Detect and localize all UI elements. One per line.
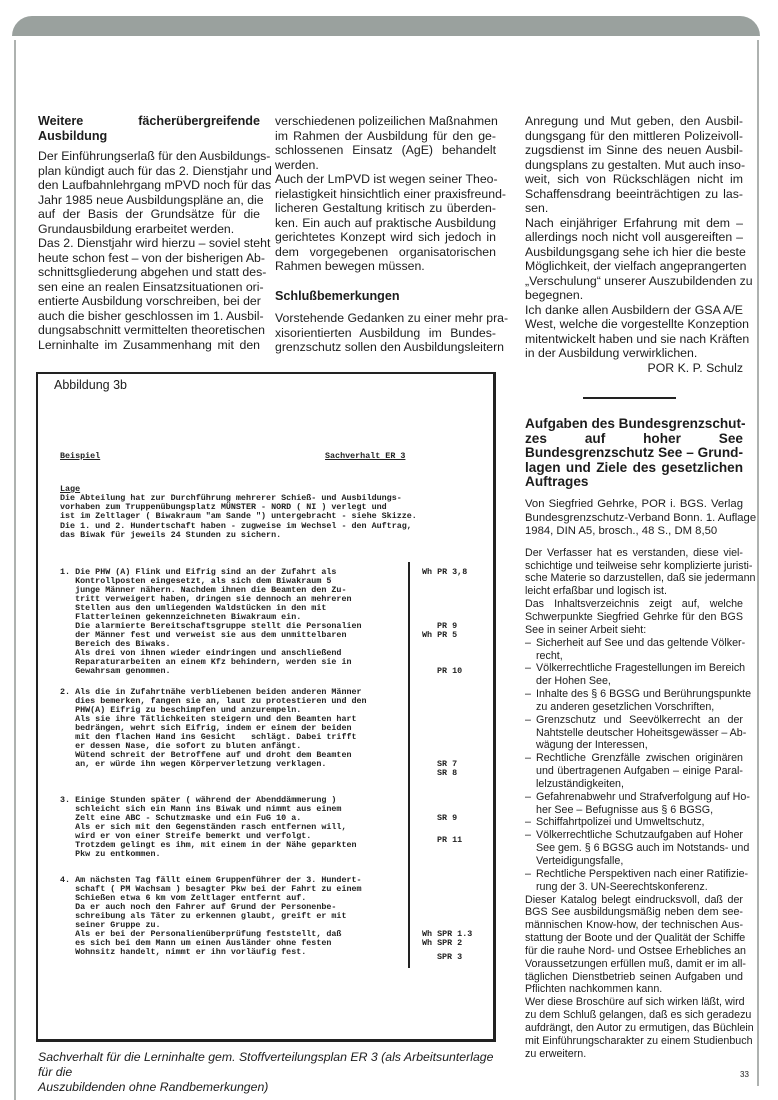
list-dash: –: [525, 713, 531, 726]
text-line: Möglichkeit, der vielfach angeprangerten: [525, 259, 747, 273]
book-review: [525, 416, 757, 1061]
margin-divider: [408, 562, 410, 968]
paragraph: [525, 598, 743, 637]
text-line: Das Inhaltsverzeichnis zeigt auf, welche: [525, 598, 743, 611]
text-line: wägung der Interessen,: [536, 739, 648, 752]
text-line: in der Ausbildung verwirklichen.: [525, 346, 698, 360]
text-line: Pflichten nachkommen kann.: [525, 983, 663, 996]
figure-caption: [38, 1050, 500, 1095]
paragraph: [38, 236, 271, 352]
text-line: im Rahmen der Ausbildung für den ge-: [275, 128, 496, 143]
text-line: den Laufbahnlehrgang mPVD noch für das: [38, 178, 272, 192]
margin-note: SR 9: [437, 813, 458, 823]
page-number: 33: [740, 1070, 749, 1079]
text-line: Lerninhalte im Zusammenhang mit den: [38, 337, 260, 352]
paragraph: [525, 215, 753, 303]
text-line: Rechtliche Grenzfälle zwischen originären: [536, 752, 743, 765]
paragraph: [275, 311, 509, 355]
section-heading: [38, 114, 260, 143]
text-line: recht,: [536, 649, 563, 662]
paragraph: [525, 893, 746, 997]
lage-text: Die Abteilung hat zur Durchführung mehrerer Schieß- und Ausbildungs- vorhaben zum Truppenübungsplatz MÜNSTER - NORD ( NI ) verlegt und ist im Zeltlager ( Biwakraum "am Sande ") untergebracht - siehe Skizze.: [60, 493, 417, 521]
list-item: [525, 790, 750, 817]
text-line: und übertragenen Aufgaben – einige Paral-: [536, 765, 743, 778]
list-dash: –: [525, 636, 531, 649]
text-line: Ausbildung: [38, 128, 108, 143]
text-line: dungsabschnitt vermittelten theoretischen: [38, 323, 265, 337]
text-line: zu anderen gesetzlichen Vorschriften,: [536, 700, 715, 713]
list-dash: –: [525, 662, 531, 675]
paragraph: [525, 302, 750, 361]
text-line: täglichen Dienstbetrieb seinen Aufgaben und: [525, 970, 743, 983]
text-line: Jahr 1985 neue Ausbildungspläne an, die: [38, 192, 264, 207]
lage-label: Lage: [60, 484, 81, 494]
text-line: entierte Ausbildung vorschreiben, bei der: [38, 294, 261, 308]
text-line: mitentwickelt haben und sie nach Kräften: [525, 331, 750, 346]
paragraph: [525, 114, 746, 216]
text-line: lelzuständigkeiten,: [536, 777, 624, 790]
case-item-1: 1. Die PHW (A) Flink und Eifrig sind an der Zufahrt als Kontrollposten eingesetzt, als sich dem Biwakraum 5 junge Männer nähern. Nachdem ihnen die Beamten den Zu- tritt verweigert haben, dringen sie dennoch an mehreren Stellen aus den umliegenden Waldstücken in den mit Flatterleinen gekennzeichneten Biwakraum ein. Die alarmierte Bereitschaftsgruppe stellt die Personalien der Männer fest und verweist sie aus dem unmittelbaren Bereich des Biwaks. Als drei von ihnen wieder eindringen und anschließend Reparaturarbeiten an einem Kfz behindern, werden sie in Gewahrsam genommen.: [60, 567, 362, 676]
text-line: leicht erfaßbar und logisch ist.: [525, 585, 667, 598]
text-line: Von Siegfried Gehrke, POR i. BGS. Verlag: [525, 497, 743, 510]
list-dash: –: [525, 867, 531, 880]
text-line: lagen und Ziele des gesetzlichen: [525, 459, 743, 475]
margin-note: PR 10: [437, 666, 463, 676]
text-line: Wer diese Broschüre auf sich wirken läßt, wird: [525, 996, 745, 1009]
text-line: See in seiner Arbeit sieht:: [525, 623, 647, 636]
list-item: [525, 829, 750, 868]
author-signature: POR K. P. Schulz: [647, 360, 743, 375]
text-line: Der Verfasser hat es verstanden, diese viel-: [525, 546, 743, 559]
text-line: heute schon fest – von der bisherigen Ab-: [38, 250, 265, 265]
text-line: stattung der Boote und der Qualität der Schiffe: [525, 932, 746, 945]
list-item: [525, 688, 752, 714]
margin-note: PR 9: [437, 621, 458, 631]
margin-note: SR 8: [437, 768, 458, 778]
list-item: [525, 662, 746, 688]
text-line: West, welche die vorgestellte Konzeption: [525, 317, 749, 331]
text-line: dungsgang für den mittleren Polizeivoll-: [525, 128, 743, 143]
text-line: weit, sich von Rückschlägen nicht im: [525, 172, 743, 186]
text-line: rung der 3. UN-Seerechtskonferenz.: [536, 880, 708, 893]
caption-line: Sachverhalt für die Lerninhalte gem. Stoffverteilungsplan ER 3 (als Arbeitsunterlage für die: [38, 1050, 494, 1079]
text-line: sche Materie so darzustellen, daß sie jedermann: [525, 572, 756, 585]
text-line: Grenzschutz und Seevölkerrecht an der: [536, 713, 743, 726]
text-line: Verteidigungsfalle,: [536, 855, 624, 867]
text-line: Nahtstelle deutscher Hoheitsgewässer – Ab-: [536, 726, 747, 739]
text-line: Auftrages: [525, 474, 589, 490]
frame-inner: [16, 36, 756, 50]
text-line: sen.: [525, 201, 549, 215]
text-line: Rahmen bewegen müssen.: [275, 259, 425, 273]
text-line: grenzschutz sollen den Ausbildungsleitern: [275, 340, 505, 354]
text-line: Völkerrechtliche Schutzaufgaben auf Hoher: [536, 829, 743, 842]
text-line: Sicherheit auf See und das geltende Völker-: [536, 636, 746, 649]
text-line: Der Einführungserlaß für den Ausbildungs-: [38, 149, 271, 163]
margin-note: Wh SPR 1.3: [422, 929, 473, 939]
list-item: [525, 636, 746, 663]
column-2: [275, 114, 509, 355]
text-line: 1984, DIN A5, brosch., 48 S., DM 8,50: [525, 525, 718, 538]
text-line: zu dem Schluß gelangen, daß es sich geradezu: [525, 1009, 752, 1022]
margin-note: Wh PR 5: [422, 630, 458, 640]
text-line: Ich danke allen Ausbildern der GSA A/E: [525, 302, 743, 317]
text-line: Schwerpunkte Siegfried Gehrke für den BGS: [525, 610, 743, 623]
text-line: Völkerrechtliche Fragestellungen im Bereich: [536, 662, 746, 675]
auftrag-text: Die 1. und 2. Hundertschaft haben - zugweise im Wechsel - den Auftrag, das Biwak für jeweils 24 Stunden zu sichern.: [60, 521, 412, 540]
frame-left-line: [14, 40, 16, 1100]
text-line: dem vorgegebenen organisatorischen: [275, 244, 496, 259]
text-line: Bundesgrenzschutz-Verband Bonn. 1. Auflage: [525, 511, 757, 524]
list-item: [525, 713, 747, 753]
text-line: werden.: [275, 157, 319, 172]
text-line: auch die bisher geschlossen im 1. Ausbil-: [38, 308, 264, 323]
review-byline: [525, 497, 757, 539]
list-dash: –: [525, 829, 531, 842]
text-line: xisorientierten Ausbildung im Bundes-: [275, 325, 496, 340]
text-line: dungsplans zu gestalten. Mut auch inso-: [525, 157, 746, 172]
caption-line: Auszubildenden ohne Randbemerkungen): [38, 1080, 269, 1094]
text-line: der Hohen See,: [536, 675, 611, 688]
text-line: auf der Basis der Grundsätze für die: [38, 207, 260, 221]
text-line: Anregung und Mut geben, den Ausbil-: [525, 114, 743, 128]
text-line: aufdrängt, den Autor zu ermutigen, das Büchlein: [525, 1021, 754, 1034]
text-line: zu erweitern.: [525, 1047, 587, 1060]
text-line: BGS See ausbildungsmäßig neben dem see-: [525, 906, 743, 919]
list-item: [525, 752, 743, 791]
list-dash: –: [525, 688, 531, 701]
text-line: See gem. § 6 BGSG auch im Notstands- und: [536, 842, 750, 855]
text-line: begegnen.: [525, 288, 584, 302]
paragraph: [275, 114, 496, 172]
text-line: mit Einführungscharakter zu einem Studienbuch: [525, 1034, 753, 1047]
sachverhalt-label: Sachverhalt ER 3: [325, 451, 406, 461]
beispiel-label: Beispiel: [60, 451, 101, 461]
margin-note: PR 11: [437, 835, 463, 845]
text-line: männischen Know-how, der technischen Aus-: [525, 919, 743, 932]
text-line: Weitere fächerübergreifende: [38, 114, 260, 128]
text-line: sen eine an realen Einsatzsituationen ori-: [38, 279, 264, 294]
text-line: Das 2. Dienstjahr wird hierzu – soviel steht: [38, 236, 271, 250]
text-line: Schaffensdrang beeinträchtigen zu las-: [525, 186, 743, 201]
text-line: plan kündigt auch für das 2. Dienstjahr und: [38, 163, 272, 178]
text-line: schichtige und teilweise sehr komplizierte juristi-: [525, 559, 753, 572]
text-line: für die rauhe Nord- und Ostsee Erhebliches an: [525, 944, 746, 957]
case-item-4: 4. Am nächsten Tag fällt einem Gruppenführer der 3. Hundert- schaft ( PM Wachsam ) besagter Pkw bei der Fahrt zu einem Schießen etwa 6 km vom Zeltlager entfernt auf. Da er auch noch den Fahrer auf Grund der Personenbe- schreibung als Täter zu erkennen glaubt, greift er mit seiner Gruppe zu. Als er bei der Personalienüberprüfung feststellt, daß es sich bei dem Mann um einen Ausländer ohne festen Wohnsitz handelt, nimmt er ihn vorläufig fest.: [60, 875, 362, 957]
frame-right-line: [757, 40, 759, 1086]
paragraph: [38, 149, 272, 236]
column-1: [38, 114, 272, 352]
review-heading: [525, 416, 746, 490]
section-rule: [583, 397, 676, 399]
text-line: Gefahrenabwehr und Strafverfolgung auf Ho-: [536, 790, 750, 803]
section-heading: Schlußbemerkungen: [275, 288, 400, 303]
list-dash: –: [525, 752, 531, 765]
margin-note: Wh PR 3,8: [422, 567, 468, 577]
column-3: [525, 114, 753, 375]
margin-note: Wh SPR 2: [422, 938, 463, 948]
text-line: Voraussetzungen erfüllen muß, damit er im all-: [525, 957, 746, 970]
paragraph: [275, 172, 507, 274]
text-line: rielastigkeit hinsichtlich einer praxisfreund-: [275, 186, 507, 201]
text-line: allerdings noch nicht voll ausgereiften –: [525, 230, 743, 244]
text-line: her See – Befugnisse aus § 6 BGSG,: [536, 803, 714, 816]
text-line: Grundausbildung erarbeitet werden.: [38, 221, 235, 236]
text-line: ken. Ein auch auf praktische Ausbildung: [275, 215, 496, 230]
text-line: zugsdienst im Sinne des neuen Ausbil-: [525, 143, 743, 157]
contents-list: [525, 636, 752, 894]
text-line: schlossenen Einsatz (AgE) behandelt: [275, 143, 496, 157]
text-line: verschiedenen polizeilichen Maßnahmen: [275, 114, 498, 128]
text-line: gerichtetes Konzept wird sich jedoch in: [275, 230, 496, 244]
figure-label: Abbildung 3b: [54, 378, 127, 392]
text-line: Inhalte des § 6 BGSG und Berührungspunkte: [536, 688, 752, 701]
paragraph: [525, 546, 756, 598]
text-line: Vorstehende Gedanken zu einer mehr pra-: [275, 311, 509, 325]
text-line: licheren Gestaltung kritisch zu überden-: [275, 201, 496, 215]
case-item-2: 2. Als die in Zufahrtnähe verbliebenen beiden anderen Männer dies bemerken, fangen sie an, laut zu protestieren und den PHW(A) Eifrig zu beschimpfen und anzurempeln. Als sie ihre Tätlichkeiten steigern und den Beamten hart bedrängen, wehrt sich Eifrig, indem er einem der beiden mit den flachen Hand ins Gesicht schlägt. Dabei trifft er dessen Nase, die sofort zu bluten anfängt. Wütend schreit der Betroffene auf und droht dem Beamten an, er würde ihn wegen Körperverletzung verklagen.: [60, 687, 367, 769]
margin-note: SR 7: [437, 759, 458, 769]
header-band: [12, 16, 760, 36]
list-dash: –: [525, 816, 531, 829]
text-line: Rechtliche Perspektiven nach einer Ratifizie-: [536, 867, 749, 880]
text-line: Dieser Katalog belegt eindrucksvoll, daß der: [525, 893, 743, 906]
list-item: [525, 867, 749, 894]
list-dash: –: [525, 790, 531, 803]
margin-note: SPR 3: [437, 952, 463, 962]
text-line: Schiffahrtpolizei und Umweltschutz,: [536, 816, 705, 829]
text-line: Ausbildungsgang sehe ich hier die beste: [525, 244, 746, 259]
text-line: Nach einjähriger Erfahrung mit dem –: [525, 215, 743, 230]
text-line: Bundesgrenzschutz See – Grund-: [525, 445, 743, 461]
text-line: „Verschulung“ unserer Auszubildenden zu: [525, 273, 753, 288]
text-line: Auch der LmPVD ist wegen seiner Theo-: [275, 172, 498, 186]
paragraph: [525, 996, 754, 1060]
list-item: [525, 816, 743, 829]
text-line: zes auf hoher See: [525, 430, 743, 446]
case-item-3: 3. Einige Stunden später ( während der Abenddämmerung ) schleicht sich ein Mann ins Biwak und nimmt aus einem Zelt eine ABC - Schutzmaske und ein FuG 10 a. Als er sich mit den Gegenständen rasch entfernen will, wird er von einer Streife bemerkt und verfolgt. Trotzdem gelingt es ihm, mit einem in der Nähe geparkten Pkw zu entkommen.: [60, 795, 357, 859]
text-line: Aufgaben des Bundesgrenzschut-: [525, 416, 746, 431]
text-line: schnittsgliederung abgehen und statt des-: [38, 265, 267, 279]
